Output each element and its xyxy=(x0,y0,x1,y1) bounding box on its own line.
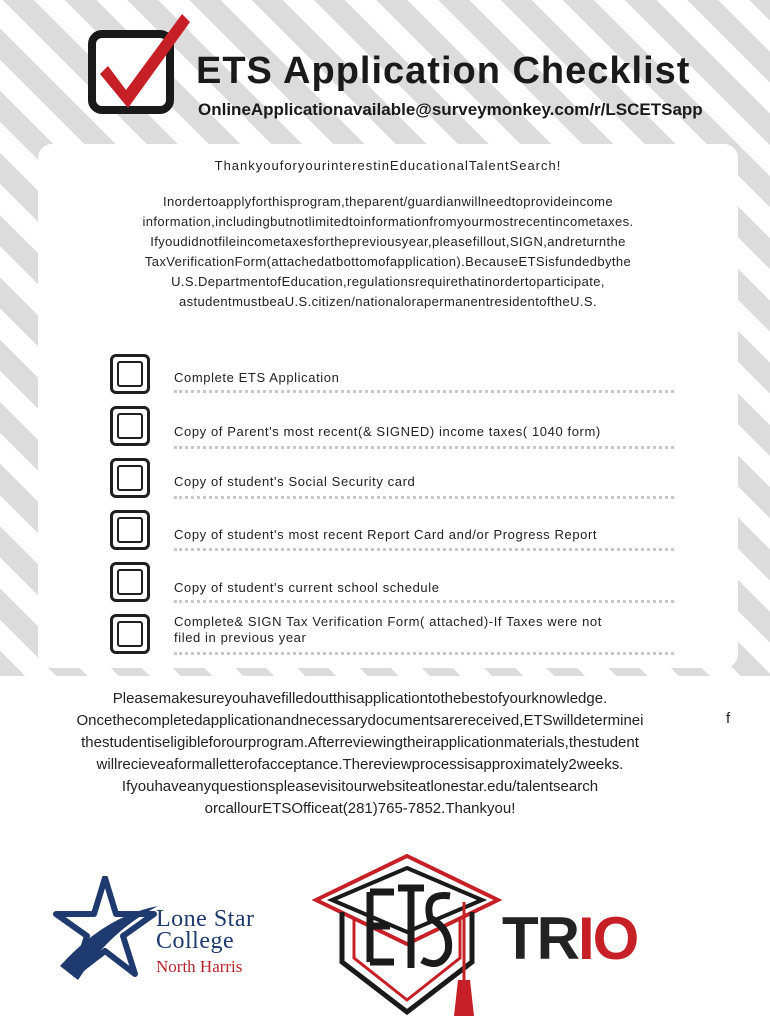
checklist-label: Copy of student's most recent Report Card and/or Progress Report xyxy=(174,527,598,542)
checklist-label: Complete ETS Application xyxy=(174,370,340,385)
logo-footer xyxy=(0,846,770,1024)
lsc-campus-line: North Harris xyxy=(156,957,243,976)
trio-logo xyxy=(502,904,637,973)
intro-line: information,includingbutnotlimitedtoinformationfromyourmostrecentincometaxes. xyxy=(142,214,634,229)
closing-line: Pleasemakesureyouhavefilledoutthisapplicationtothebestofyourknowledge. xyxy=(112,690,608,707)
closing-line: Oncethecompletedapplicationandnecessarydocumentsarereceived,ETSwilldeterminei xyxy=(76,712,644,729)
checklist-label-line: filed in previous year xyxy=(174,630,307,645)
checkbox[interactable] xyxy=(110,562,150,602)
intro-line: astudentmustbeaU.S.citizen/nationalorapermanentresidentoftheU.S. xyxy=(179,294,597,309)
ets-graduation-cap-logo-icon xyxy=(312,852,502,1024)
closing-line: orcallourETSOfficeat(281)765-7852.Thankyou! xyxy=(204,800,516,817)
star-swoosh-icon xyxy=(50,876,160,986)
intro-line: U.S.DepartmentofEducation,regulationsrequirethatinordertoparticipate, xyxy=(171,274,605,289)
lsc-name-line: Lone Star xyxy=(156,906,255,932)
page-title: ETS Application Checklist xyxy=(196,50,691,92)
checklist-label-line: Complete& SIGN Tax Verification Form( attached)-If Taxes were not xyxy=(174,614,602,629)
lone-star-college-logo xyxy=(156,908,254,978)
checklist-label: Copy of Parent's most recent(& SIGNED) income taxes( 1040 form) xyxy=(174,424,601,439)
checkbox[interactable] xyxy=(110,354,150,394)
checkmark-box-icon xyxy=(86,8,196,118)
checklist-label: Copy of student's current school schedule xyxy=(174,580,440,595)
intro-heading: ThankyouforyourinterestinEducationalTalentSearch! xyxy=(214,158,562,173)
lsc-name-line: College xyxy=(156,928,235,954)
dotted-line xyxy=(174,652,674,655)
intro-line: TaxVerificationForm(attachedatbottomofapplication).BecauseETSisfundedbythe xyxy=(144,254,632,269)
stray-character: f xyxy=(726,710,731,727)
dotted-line xyxy=(174,390,674,393)
checkbox[interactable] xyxy=(110,614,150,654)
closing-line: Ifyouhaveanyquestionspleasevisitourwebsiteatlonestar.edu/talentsearch xyxy=(121,778,599,795)
checklist-label xyxy=(174,614,602,646)
dotted-line xyxy=(174,496,674,499)
dotted-line xyxy=(174,446,674,449)
survey-link[interactable]: OnlineApplicationavailable@surveymonkey.com/r/LSCETSapp xyxy=(198,100,703,119)
checklist-label: Copy of student's Social Security card xyxy=(174,474,416,489)
intro-line: Inordertoapplyforthisprogram,theparent/guardianwillneedtoprovideincome xyxy=(162,194,614,209)
intro-body xyxy=(60,192,716,312)
intro-line: Ifyoudidnotfileincometaxesforthepreviousyear,pleasefillout,SIGN,andreturnthe xyxy=(150,234,626,249)
closing-line: thestudentiseligibleforourprogram.Afterreviewingtheirapplicationmaterials,thestudent xyxy=(81,734,639,751)
closing-text xyxy=(30,688,690,820)
checkbox[interactable] xyxy=(110,510,150,550)
checkbox[interactable] xyxy=(110,406,150,446)
closing-line: willrecieveaformalletterofacceptance.Thereviewprocessisapproximately2weeks. xyxy=(96,756,624,773)
trio-logo-part: TR xyxy=(502,905,578,972)
header xyxy=(0,0,770,130)
closing-card xyxy=(0,676,770,846)
dotted-line xyxy=(174,548,674,551)
intro-card xyxy=(38,144,738,668)
dotted-line xyxy=(174,600,674,603)
trio-logo-part: IO xyxy=(577,905,638,972)
checkbox[interactable] xyxy=(110,458,150,498)
